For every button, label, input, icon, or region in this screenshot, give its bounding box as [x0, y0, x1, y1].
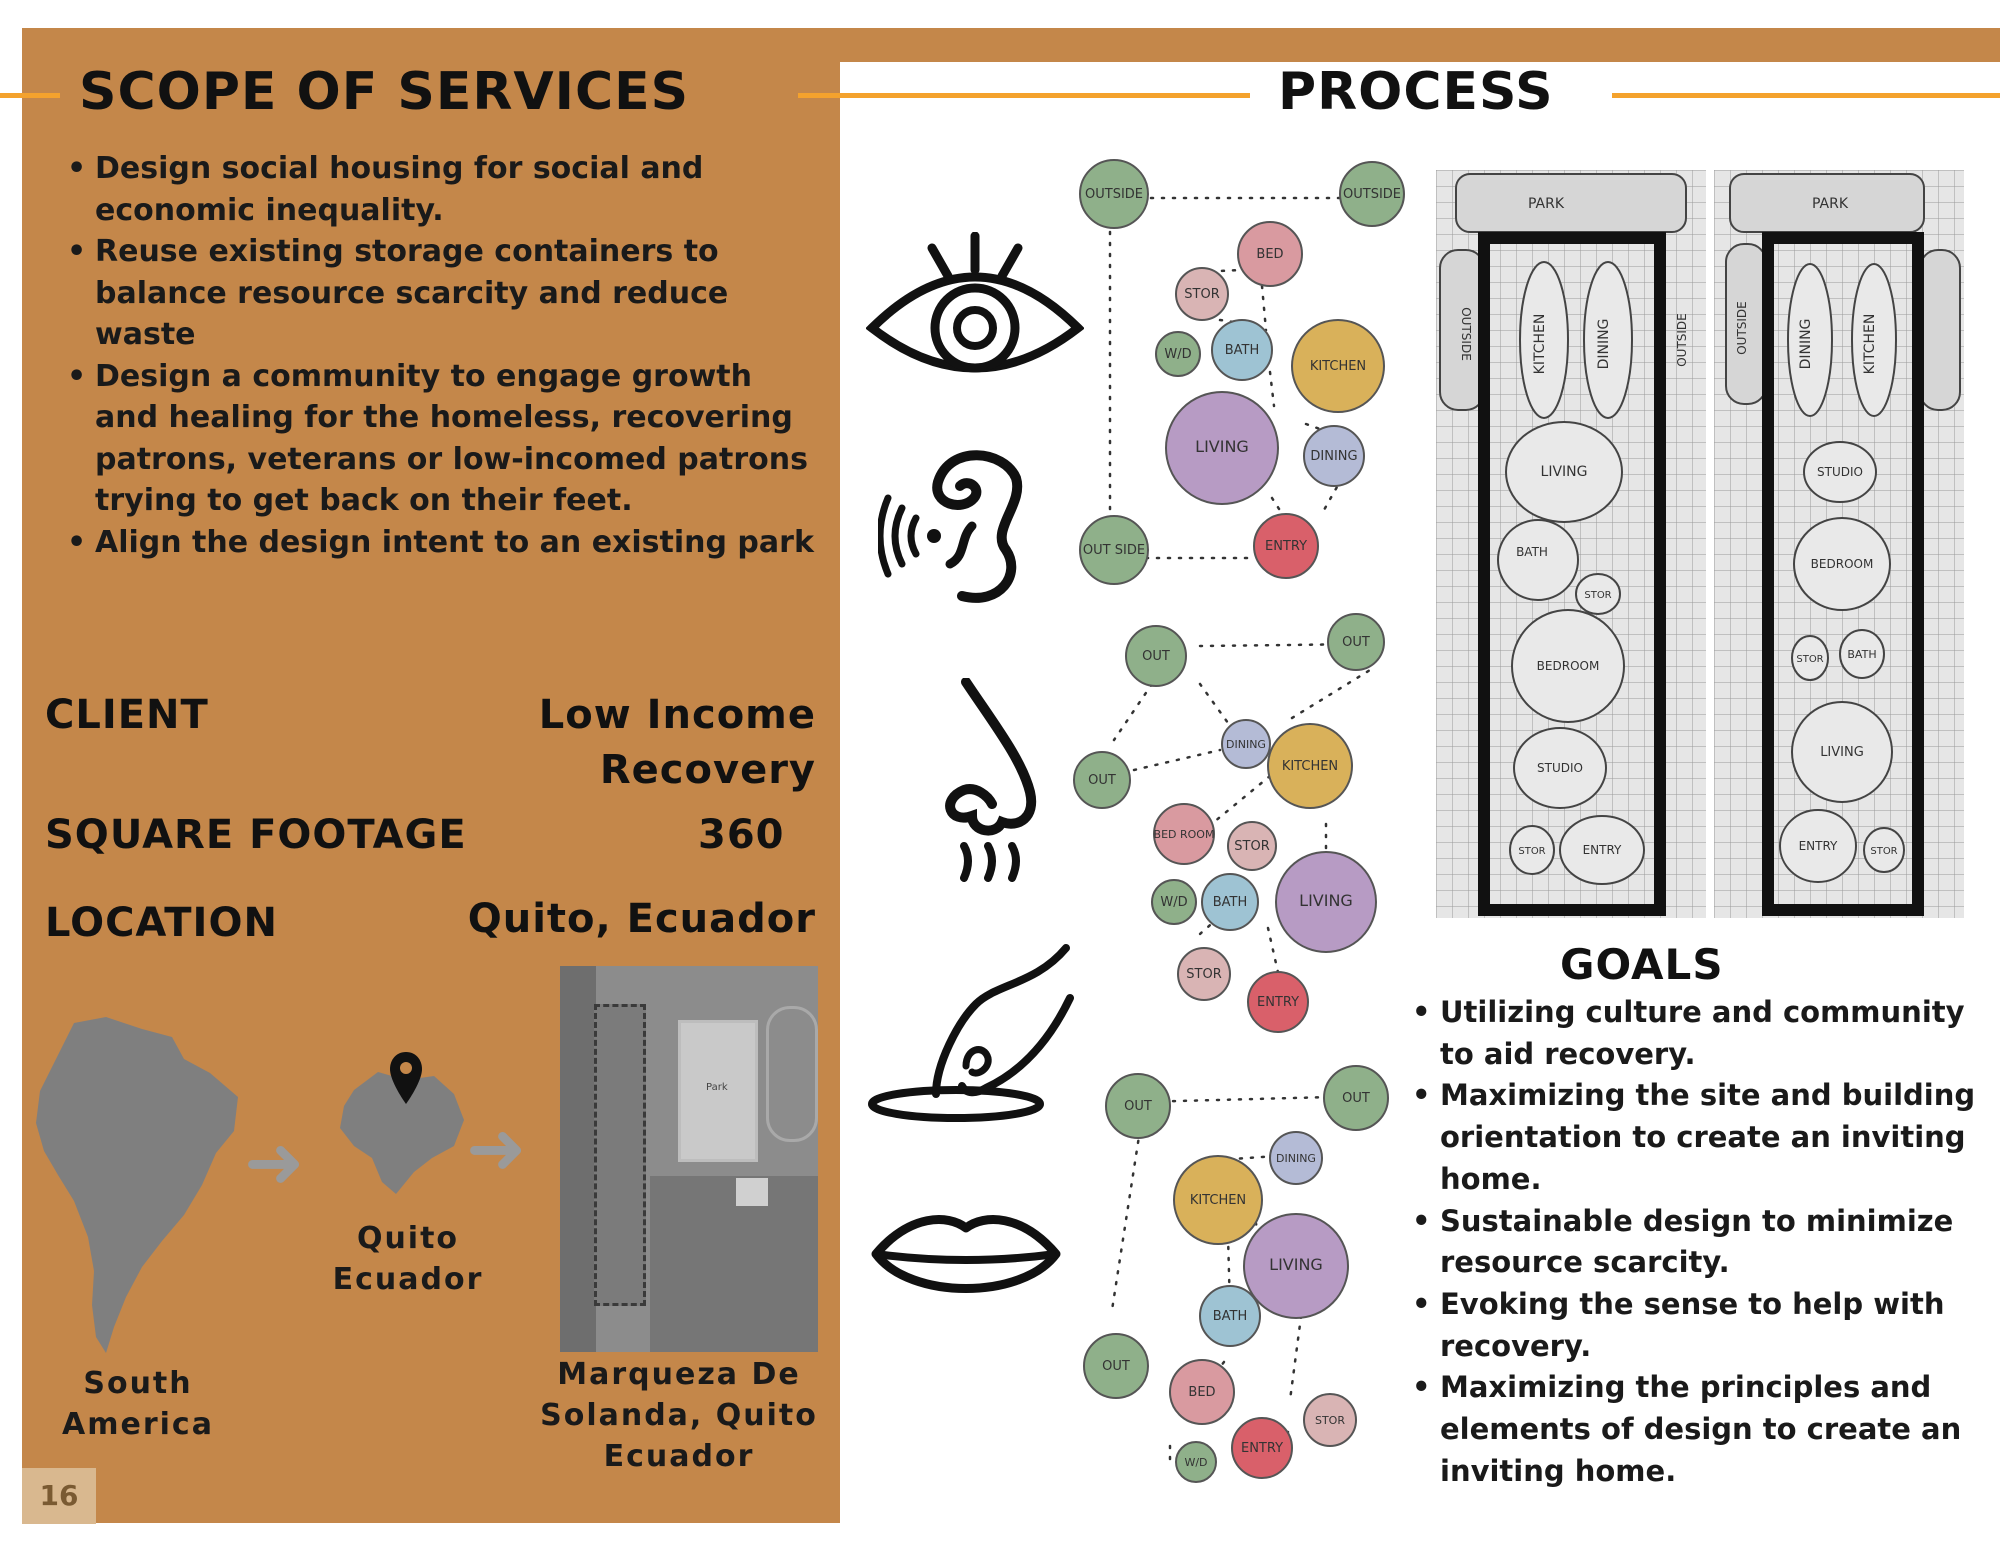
ear-icon — [878, 446, 1048, 606]
bubble-label: BED — [1256, 247, 1284, 262]
plan-label: DINING — [1596, 318, 1612, 370]
caption-line: South — [83, 1366, 193, 1401]
eye-icon — [866, 232, 1084, 378]
bubble-label: DINING — [1310, 449, 1358, 464]
caption-line: Ecuador — [603, 1439, 755, 1474]
plan-label: LIVING — [1540, 464, 1588, 480]
scope-item: • Design a community to engage growth and healing for the homeless, recovering patrons, veterans or low-incomed patrons trying to get back on their feet. — [63, 356, 823, 522]
scope-title: SCOPE OF SERVICES — [75, 62, 693, 122]
bubble-label: BATH — [1224, 343, 1260, 358]
quito-caption — [308, 1218, 508, 1300]
lips-icon — [870, 1206, 1062, 1304]
aerial-strip — [594, 1004, 646, 1306]
bubble-label: OUT — [1102, 1359, 1130, 1374]
plan-label: STOR — [1796, 654, 1824, 665]
plan-label: ENTRY — [1798, 839, 1838, 853]
goal-item: • Maximizing the site and building orientation to create an inviting home. — [1408, 1075, 1988, 1200]
bubble-label: BATH — [1212, 1309, 1248, 1324]
floor-plan-2 — [1714, 170, 1964, 918]
caption-line: Quito — [356, 1221, 460, 1256]
plan-label: LIVING — [1820, 745, 1864, 760]
bubble-label: STOR — [1184, 287, 1220, 302]
arrow-right-icon: ➜ — [244, 1120, 305, 1204]
bubble-label: STOR — [1234, 839, 1270, 854]
title-rule-left — [0, 93, 60, 98]
map-pin-icon — [388, 1050, 424, 1106]
bubble-label: ENTRY — [1240, 1441, 1284, 1456]
bubble-label: KITCHEN — [1309, 359, 1367, 374]
plan-label: STUDIO — [1537, 761, 1583, 775]
plan-label: ENTRY — [1582, 843, 1622, 857]
title-rule-right — [1612, 93, 2000, 98]
bubble-label: OUT — [1342, 1091, 1370, 1106]
plan-label: KITCHEN — [1532, 313, 1548, 375]
plan-label: STOR — [1870, 846, 1898, 857]
bubble-label: OUT — [1124, 1099, 1152, 1114]
client-label: CLIENT — [45, 692, 209, 738]
bubble-label: BED ROOM — [1153, 828, 1215, 841]
bubble-label: ENTRY — [1256, 995, 1300, 1010]
caption-line: America — [62, 1407, 214, 1442]
south-america-map — [34, 1015, 244, 1355]
plan-label: KITCHEN — [1862, 313, 1878, 375]
aerial-track — [766, 1006, 818, 1142]
sqft-label: SQUARE FOOTAGE — [45, 812, 467, 858]
aerial-trees — [650, 1176, 818, 1352]
plan-label: OUTSIDE — [1735, 301, 1749, 355]
bubble-label: W/D — [1184, 1456, 1208, 1469]
aerial-road — [560, 966, 596, 1352]
bubble-label: KITCHEN — [1281, 759, 1339, 774]
bubble-label: STOR — [1314, 1414, 1346, 1427]
caption-line: Marqueza De — [557, 1357, 801, 1392]
plan-label: OUTSIDE — [1675, 313, 1689, 367]
bubble-diagram-3 — [1070, 1060, 1410, 1500]
title-rule-middle — [798, 93, 1250, 98]
client-value-line2: Recovery — [599, 747, 816, 793]
plan-label: STUDIO — [1817, 465, 1863, 479]
scope-item: • Design social housing for social and economic inequality. — [63, 148, 823, 231]
caption-line: Ecuador — [332, 1262, 484, 1297]
bubble-label: OUT — [1142, 649, 1170, 664]
site-caption — [520, 1354, 838, 1477]
bubble-label: W/D — [1164, 347, 1192, 362]
goal-item: • Maximizing the principles and elements of design to create an inviting home. — [1408, 1367, 1988, 1492]
plan-label: STOR — [1584, 590, 1612, 601]
bubble-label: KITCHEN — [1189, 1193, 1247, 1208]
scope-item: • Reuse existing storage containers to balance resource scarcity and reduce waste — [63, 231, 823, 356]
bubble-label: DINING — [1226, 738, 1266, 751]
location-label: LOCATION — [45, 900, 278, 946]
location-value: Quito, Ecuador — [467, 896, 816, 942]
bubble-label: ENTRY — [1264, 539, 1308, 554]
bubble-label: OUTSIDE — [1085, 187, 1143, 202]
bubble-label: STOR — [1186, 967, 1222, 982]
bubble-label: OUT — [1088, 773, 1116, 788]
bubble-label: OUT — [1342, 635, 1370, 650]
floor-plan-1 — [1436, 170, 1706, 918]
scope-item: • Align the design intent to an existing park — [63, 522, 823, 564]
scope-list — [63, 148, 823, 563]
bubble-label: LIVING — [1269, 1255, 1323, 1274]
plan-label: BATH — [1847, 648, 1877, 661]
goal-item: • Evoking the sense to help with recovery. — [1408, 1284, 1988, 1367]
aerial-park-label: Park — [706, 1082, 728, 1093]
plan-label: PARK — [1527, 196, 1565, 212]
plan-label: STOR — [1518, 846, 1546, 857]
bubble-label: DINING — [1276, 1152, 1316, 1165]
plan-label: OUTSIDE — [1459, 307, 1473, 361]
nose-icon — [930, 678, 1050, 888]
bubble-diagram-1 — [1070, 150, 1410, 590]
plan-label: BEDROOM — [1810, 557, 1874, 571]
bubble-diagram-2 — [1070, 600, 1410, 1040]
plan-label: BEDROOM — [1536, 659, 1600, 673]
plan-label: DINING — [1798, 318, 1814, 370]
plan-label: PARK — [1811, 196, 1849, 212]
south-america-caption — [38, 1363, 238, 1445]
goals-title: GOALS — [1560, 940, 1724, 989]
bubble-label: LIVING — [1299, 891, 1353, 910]
bubble-label: BATH — [1212, 895, 1248, 910]
bubble-label: OUT SIDE — [1082, 543, 1146, 558]
aerial-court — [736, 1178, 768, 1206]
aerial-site-photo — [560, 966, 818, 1352]
bubble-label: OUTSIDE — [1343, 187, 1401, 202]
bubble-label: W/D — [1160, 895, 1188, 910]
plan-label: BATH — [1516, 545, 1548, 559]
caption-line: Solanda, Quito — [540, 1398, 818, 1433]
page-number: 16 — [22, 1468, 96, 1524]
sqft-value: 360 — [698, 812, 785, 858]
process-title: PROCESS — [1262, 62, 1570, 122]
touch-icon — [866, 944, 1076, 1124]
bubble-label: BED — [1188, 1385, 1216, 1400]
goal-item: • Sustainable design to minimize resource scarcity. — [1408, 1201, 1988, 1284]
client-value-line1: Low Income — [538, 692, 816, 738]
arrow-right-icon: ➜ — [466, 1106, 527, 1190]
goal-item: • Utilizing culture and community to aid recovery. — [1408, 992, 1988, 1075]
bubble-label: LIVING — [1195, 437, 1249, 456]
goals-list — [1408, 992, 1988, 1492]
